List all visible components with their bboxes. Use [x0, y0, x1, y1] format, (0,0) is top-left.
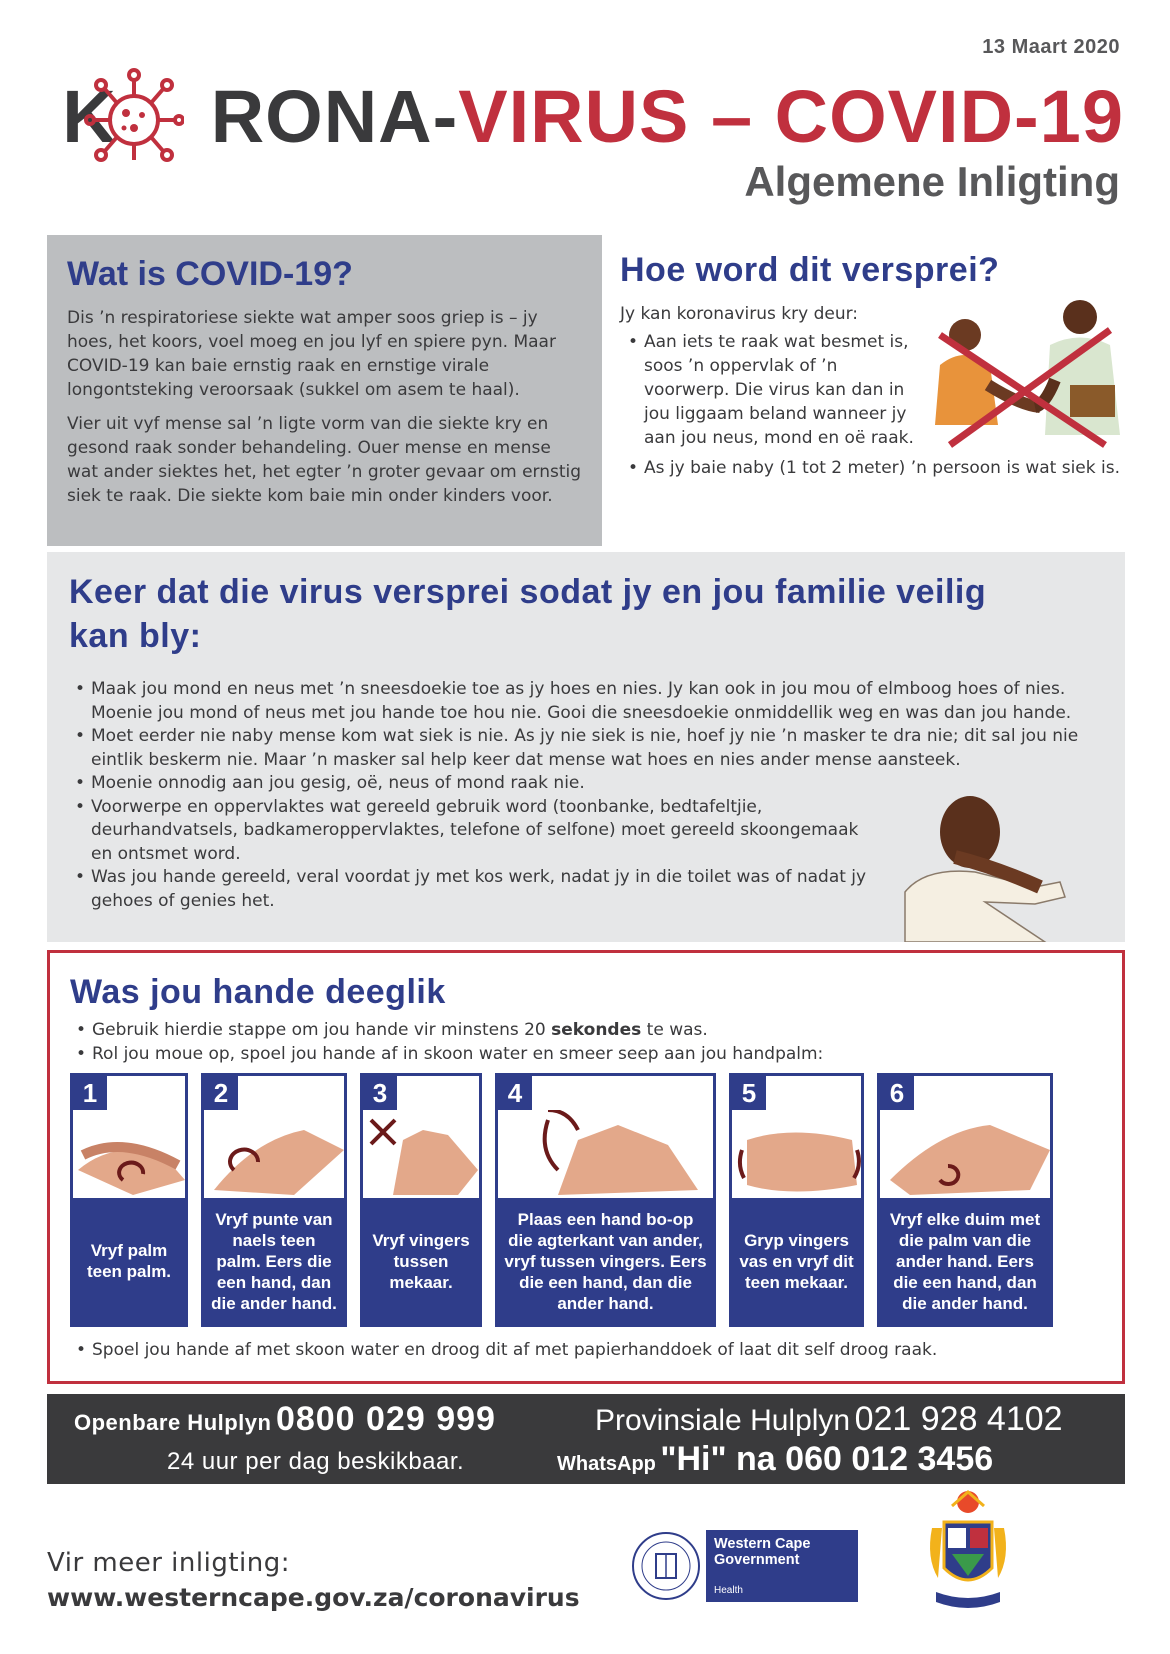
- title-rona: RONA-: [210, 75, 459, 158]
- wash-heading: Was jou hande deeglik: [70, 973, 446, 1011]
- wash-steps: [70, 1073, 1105, 1327]
- wash-step-1: [70, 1073, 188, 1327]
- step-caption: Gryp vingers vas en vryf dit teen mekaar.: [732, 1198, 861, 1324]
- wash-bullet-1-text: Gebruik hierdie stappe om jou hande vir minstens 20: [92, 1020, 552, 1040]
- step-number: 6: [880, 1076, 914, 1110]
- what-paragraph-2: Vier uit vyf mense sal ’n ligte vorm van die siekte kry en gesond raak sonder behandeling. Ouer mense en mense wat ander siektes het, het egter ’n groter gevaar om ernstig siek te raak. Die siekte kom baie min onder kinders voor.: [67, 414, 582, 506]
- western-cape-government-logo: [630, 1530, 858, 1602]
- government-name-panel: [706, 1530, 858, 1602]
- wash-step-4: [495, 1073, 716, 1327]
- provincial-helpline-number: 021 928 4102: [854, 1400, 1063, 1438]
- public-helpline: [74, 1400, 496, 1439]
- wash-bullet-1-end: te was.: [641, 1020, 708, 1040]
- hands-fingers-icon: [363, 1110, 485, 1198]
- list-item: • Was jou hande gereeld, veral voordat jy met kos werk, nadat jy in die toilet was of nadat jy gehoes of genies het.: [69, 866, 869, 913]
- wash-list: [70, 1018, 1102, 1066]
- list-item: • Moet eerder nie naby mense kom wat siek is nie. As jy nie siek is nie, hoef jy nie ’n masker te dra nie; dit sal jou nie eintlik beskerm nie. Maar ’n masker sal help keer dat mense wat hoes en nies ander mense aansteek.: [69, 725, 1103, 772]
- step-caption: Vryf vingers tussen mekaar.: [363, 1198, 479, 1324]
- step-number: 1: [73, 1076, 107, 1110]
- virus-icon: [84, 68, 184, 168]
- wash-footer-list: [70, 1338, 937, 1362]
- what-is-covid-section: [47, 235, 602, 546]
- list-item: • Aan iets te raak wat besmet is, soos ’n oppervlak of ’n voorwerp. Die virus kan dan in jou liggaam beland wanneer jy aan jou neus, mond en oë raak.: [620, 330, 920, 450]
- what-paragraph-1: Dis ’n respiratoriese siekte wat amper soos griep is – jy hoes, het koors, voel moeg en jou lyf en spiere pyn. Maar COVID-19 kan baie ernstig raak en ernstige virale longontsteking veroorsaak (sukkel om asem te haal).: [67, 308, 556, 400]
- date: 13 Maart 2020: [982, 36, 1120, 58]
- spread-intro: Jy kan koronavirus kry deur:: [620, 304, 859, 324]
- coughing-man-illustration: [885, 792, 1075, 942]
- whatsapp-line: [557, 1440, 993, 1479]
- hands-thumb-icon: [880, 1110, 1056, 1198]
- provincial-helpline: [595, 1400, 1063, 1439]
- wash-bullet-1-bold: sekondes: [551, 1020, 642, 1040]
- list-item: [70, 1018, 1102, 1042]
- helpline-banner: [47, 1394, 1125, 1484]
- step-caption: Vryf palm teen palm.: [73, 1198, 185, 1324]
- prevent-heading: Keer dat die virus versprei sodat jy en jou familie veilig kan bly:: [69, 573, 987, 655]
- list-item: • Voorwerpe en oppervlaktes wat gereeld gebruik word (toonbanke, bedtafeltjie, deurhandvatsels, badkameroppervlaktes, telefone of selfone) moet gereeld skoongemaak en ontsmet word.: [69, 796, 869, 867]
- public-helpline-number: 0800 029 999: [275, 1400, 496, 1438]
- government-seal-icon: [630, 1530, 702, 1602]
- more-info-link[interactable]: www.westerncape.gov.za/coronavirus: [47, 1583, 580, 1612]
- hands-back-icon: [498, 1110, 719, 1198]
- wash-step-3: [360, 1073, 482, 1327]
- handshake-illustration: [910, 295, 1125, 465]
- prevent-spread-section: [47, 552, 1125, 942]
- hands-nails-icon: [204, 1110, 350, 1198]
- wash-hands-section: [47, 950, 1125, 1384]
- step-number: 4: [498, 1076, 532, 1110]
- step-number: 2: [204, 1076, 238, 1110]
- list-item: • Rol jou moue op, spoel jou hande af in skoon water en smeer seep aan jou handpalm:: [70, 1042, 1102, 1066]
- wash-step-6: [877, 1073, 1053, 1327]
- page-subtitle: Algemene Inligting: [744, 158, 1120, 205]
- step-caption: Plaas een hand bo-op die agterkant van ander, vryf tussen vingers. Eers die een hand, dan die ander hand.: [498, 1198, 713, 1324]
- government-department: Health: [714, 1585, 743, 1596]
- availability-text: 24 uur per dag beskikbaar.: [167, 1448, 465, 1475]
- whatsapp-text: "Hi" na 060 012 3456: [660, 1440, 994, 1478]
- list-item: • Moenie onnodig aan jou gesig, oë, neus of mond raak nie.: [69, 772, 1103, 796]
- what-heading: Wat is COVID-19?: [67, 255, 353, 293]
- hands-grip-icon: [732, 1110, 867, 1198]
- title-virus: VIRUS – COVID-19: [458, 75, 1124, 158]
- whatsapp-label: WhatsApp: [557, 1453, 656, 1475]
- public-helpline-label: Openbare Hulplyn: [74, 1410, 272, 1435]
- step-number: 5: [732, 1076, 766, 1110]
- provincial-helpline-label: Provinsiale Hulplyn: [595, 1404, 851, 1437]
- wash-step-2: [201, 1073, 347, 1327]
- spread-heading: Hoe word dit versprei?: [620, 251, 1000, 289]
- list-item: • Maak jou mond en neus met ’n sneesdoekie toe as jy hoes en nies. Jy kan ook in jou mou of elmboog hoes of nies. Moenie jou mond of neus met jou hande toe hou nie. Gooi die sneesdoekie onmiddellik weg en was dan jou hande.: [69, 678, 1103, 725]
- more-info-label: Vir meer inligting:: [47, 1548, 290, 1578]
- how-spread-section: [620, 235, 1125, 546]
- title-k: K: [62, 75, 117, 158]
- step-caption: Vryf punte van naels teen palm. Eers die een hand, dan die ander hand.: [204, 1198, 344, 1324]
- government-name: Western Cape Government: [714, 1536, 811, 1568]
- step-caption: Vryf elke duim met die palm van die ander hand. Eers die een hand, dan die ander hand.: [880, 1198, 1050, 1324]
- step-number: 3: [363, 1076, 397, 1110]
- list-item: • As jy baie naby (1 tot 2 meter) ’n persoon is wat siek is.: [620, 456, 1125, 480]
- coat-of-arms-icon: [922, 1488, 1014, 1616]
- wash-step-5: [729, 1073, 864, 1327]
- hands-palm-icon: [73, 1110, 191, 1198]
- list-item: • Spoel jou hande af met skoon water en droog dit af met papierhanddoek of laat dit self droog raak.: [70, 1338, 937, 1362]
